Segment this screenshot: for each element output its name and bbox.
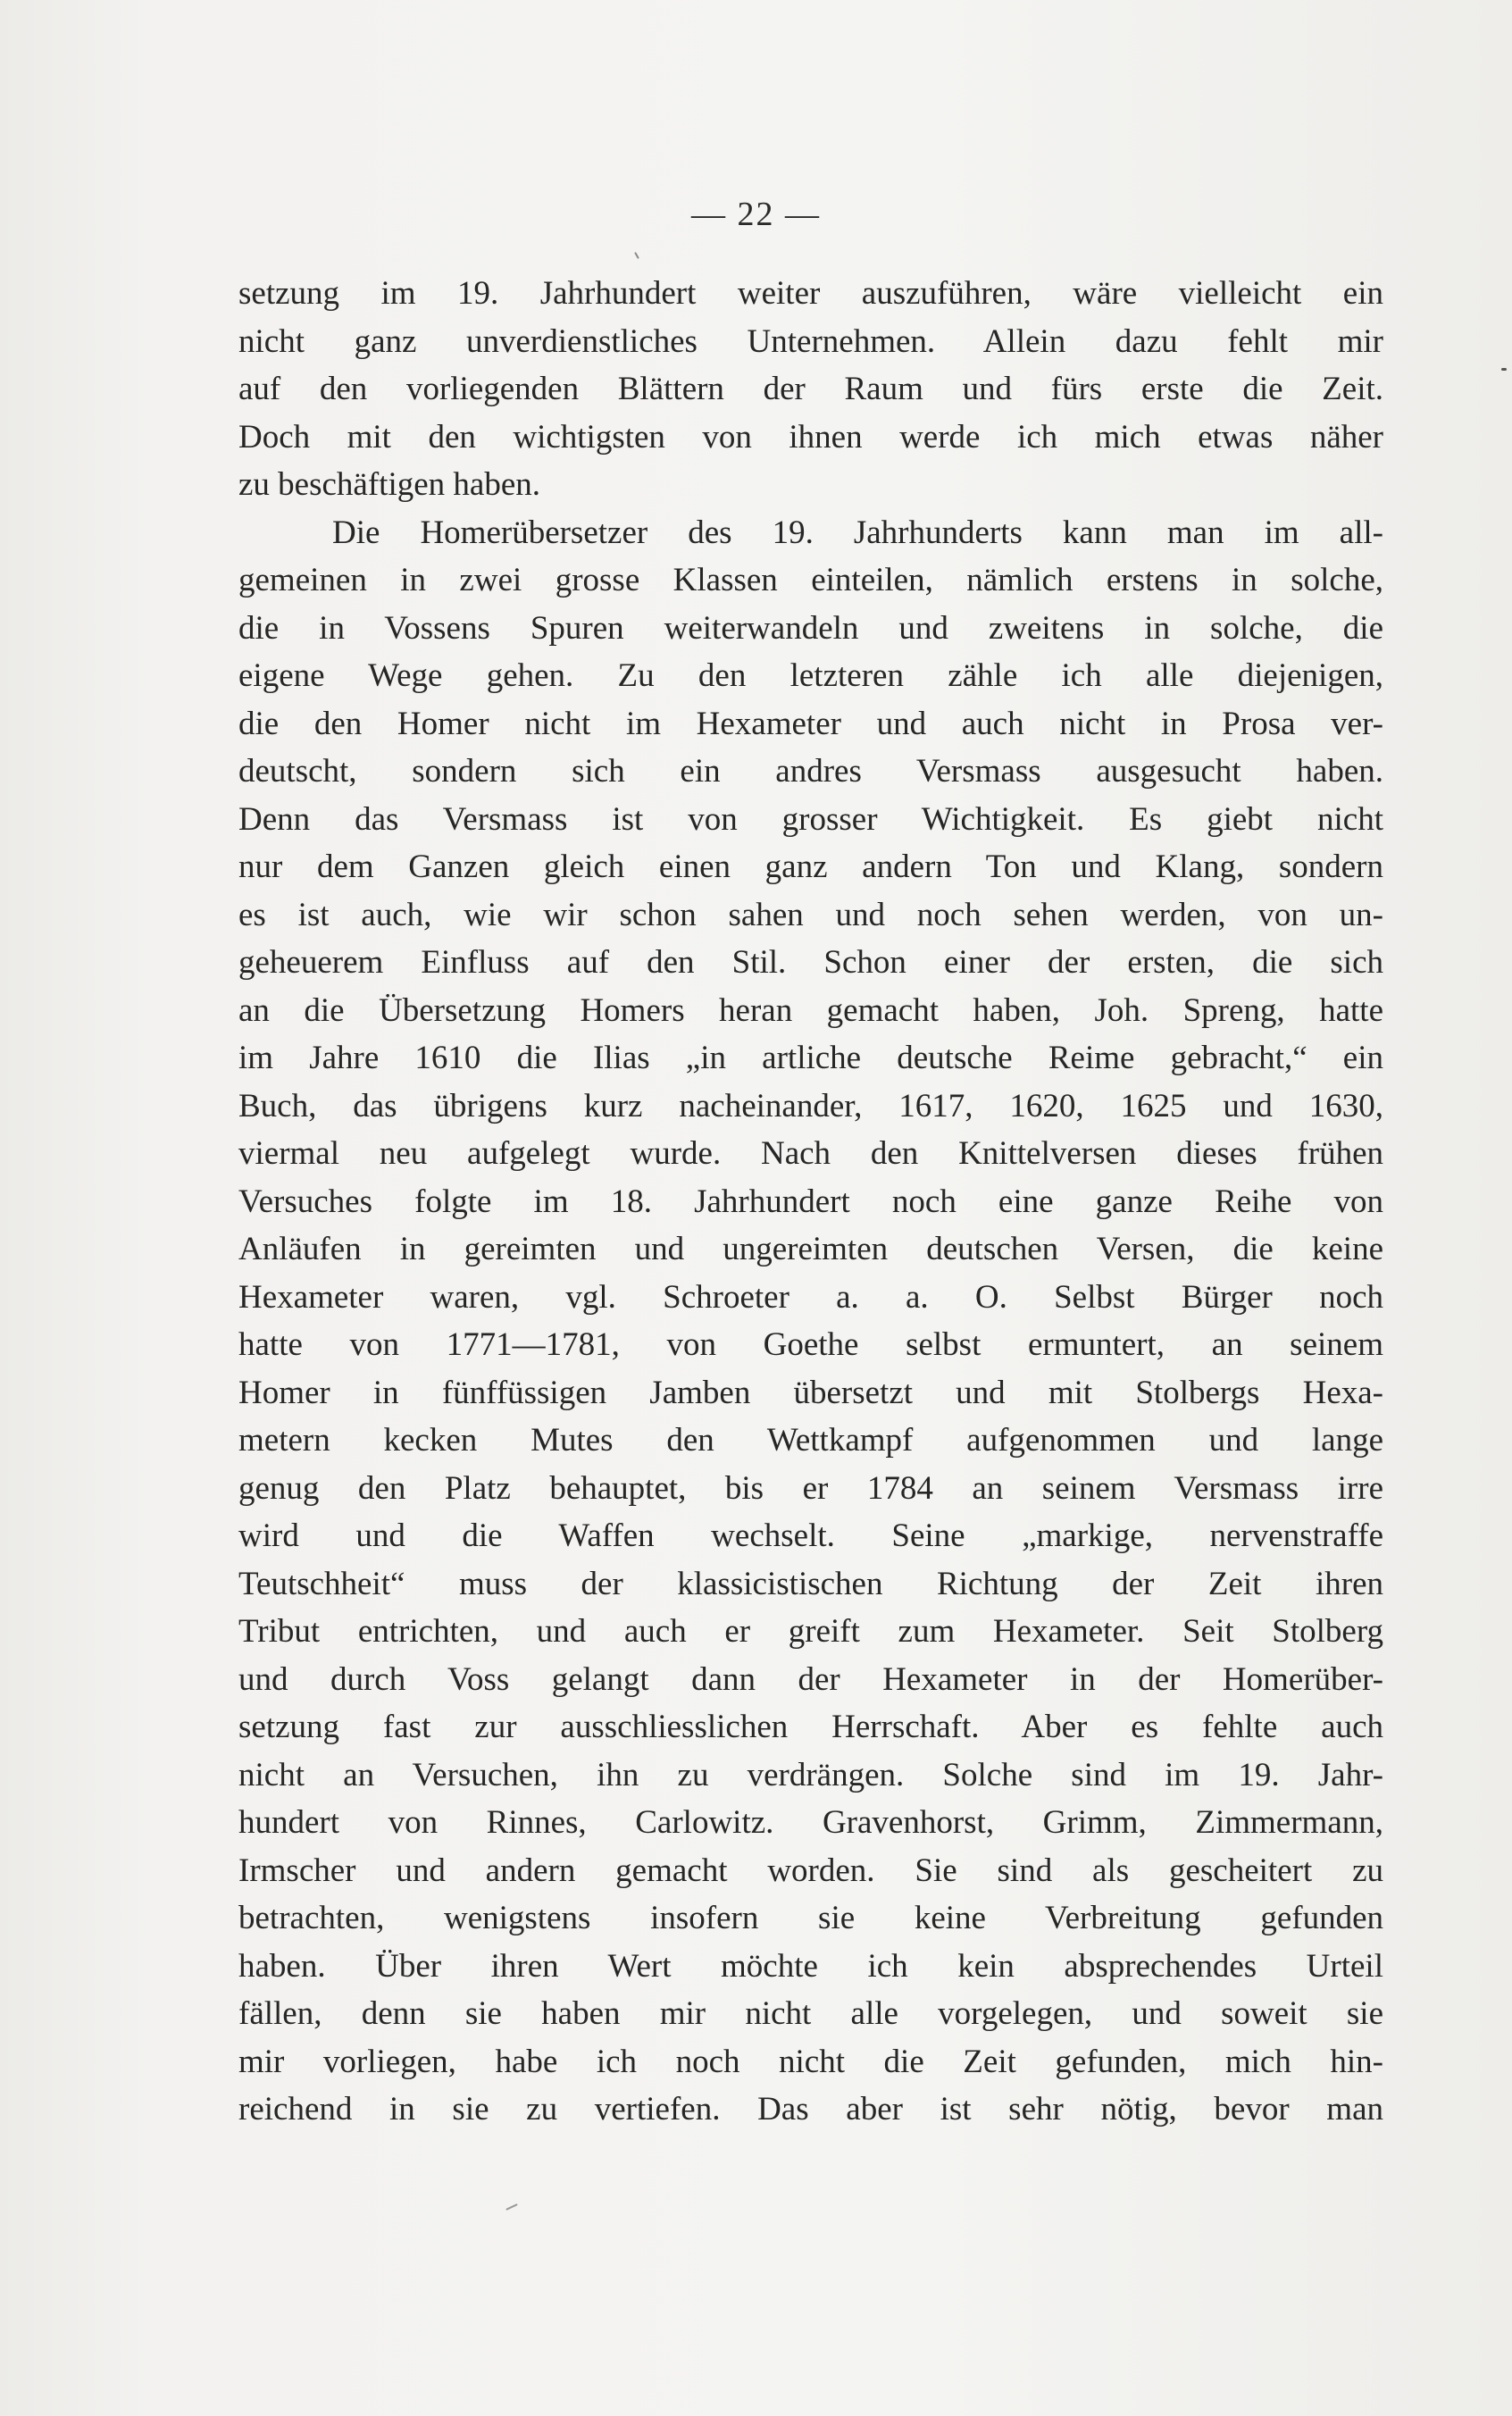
text-line: auf den vorliegenden Blättern der Raum und fürs erste die Zeit. bbox=[238, 371, 1383, 407]
print-speck bbox=[634, 252, 639, 259]
text-line: gemeinen in zwei grosse Klassen einteilen, nämlich erstens in solche, bbox=[238, 562, 1383, 598]
text-line: und durch Voss gelangt dann der Hexameter in der Homerüber- bbox=[238, 1660, 1383, 1698]
text-line: im Jahre 1610 die Ilias „in artliche deutsche Reime gebracht,“ ein bbox=[238, 1040, 1383, 1076]
text-line: nicht ganz unverdienstliches Unternehmen. Allein dazu fehlt mir bbox=[238, 322, 1383, 360]
text-line: die in Vossens Spuren weiterwandeln und zweitens in solche, die bbox=[238, 609, 1383, 647]
text-line: Die Homerübersetzer des 19. Jahrhunderts kann man im all- bbox=[332, 514, 1383, 551]
text-line: genug den Platz behauptet, bis er 1784 an seinem Versmass irre bbox=[238, 1469, 1383, 1507]
text-line: setzung fast zur ausschliesslichen Herrschaft. Aber es fehlte auch bbox=[238, 1709, 1383, 1745]
text-line: die den Homer nicht im Hexameter und auch nicht in Prosa ver- bbox=[238, 705, 1383, 742]
text-line: reichend in sie zu vertiefen. Das aber ist sehr nötig, bevor man bbox=[238, 2091, 1383, 2128]
text-line: Teutschheit“ muss der klassicistischen Richtung der Zeit ihren bbox=[238, 1565, 1383, 1602]
text-line: Homer in fünffüssigen Jamben übersetzt und mit Stolbergs Hexa- bbox=[238, 1374, 1383, 1411]
text-line: haben. Über ihren Wert möchte ich kein absprechendes Urteil bbox=[238, 1947, 1383, 1985]
text-line: Hexameter waren, vgl. Schroeter a. a. O. Selbst Bürger noch bbox=[238, 1278, 1383, 1316]
text-line: mir vorliegen, habe ich noch nicht die Zeit gefunden, mich hin- bbox=[238, 2043, 1383, 2080]
print-speck bbox=[505, 2203, 518, 2211]
text-line: viermal neu aufgelegt wurde. Nach den Knittelversen dieses frühen bbox=[238, 1135, 1383, 1172]
text-line: Buch, das übrigens kurz nacheinander, 1617, 1620, 1625 und 1630, bbox=[238, 1087, 1383, 1124]
text-line: metern kecken Mutes den Wettkampf aufgenommen und lange bbox=[238, 1422, 1383, 1459]
text-line: es ist auch, wie wir schon sahen und noch sehen werden, von un- bbox=[238, 896, 1383, 933]
text-line: zu beschäftigen haben. bbox=[238, 466, 540, 503]
text-line: nicht an Versuchen, ihn zu verdrängen. Solche sind im 19. Jahr- bbox=[238, 1756, 1383, 1793]
text-line: Tribut entrichten, und auch er greift zum Hexameter. Seit Stolberg bbox=[238, 1613, 1383, 1650]
text-line: Anläufen in gereimten und ungereimten deutschen Versen, die keine bbox=[238, 1231, 1383, 1267]
text-line: betrachten, wenigstens insofern sie keine Verbreitung gefunden bbox=[238, 1900, 1383, 1936]
page-number: — 22 — bbox=[691, 196, 821, 233]
text-line: hundert von Rinnes, Carlowitz. Gravenhorst, Grimm, Zimmermann, bbox=[238, 1804, 1383, 1841]
text-line: Irmscher und andern gemacht worden. Sie sind als gescheitert zu bbox=[238, 1852, 1383, 1889]
text-line: Versuches folgte im 18. Jahrhundert noch eine ganze Reihe von bbox=[238, 1183, 1383, 1220]
text-line: nur dem Ganzen gleich einen ganz andern Ton und Klang, sondern bbox=[238, 849, 1383, 885]
text-line: wird und die Waffen wechselt. Seine „markige, nervenstraffe bbox=[238, 1517, 1383, 1554]
text-line: setzung im 19. Jahrhundert weiter auszuführen, wäre vielleicht ein bbox=[238, 275, 1383, 312]
text-line: deutscht, sondern sich ein andres Versmass ausgesucht haben. bbox=[238, 753, 1383, 790]
text-line: hatte von 1771—1781, von Goethe selbst ermuntert, an seinem bbox=[238, 1326, 1383, 1363]
text-line: geheuerem Einfluss auf den Stil. Schon einer der ersten, die sich bbox=[238, 944, 1383, 981]
print-speck bbox=[1501, 368, 1507, 371]
text-line: eigene Wege gehen. Zu den letzteren zähle ich alle diejenigen, bbox=[238, 657, 1383, 694]
text-line: an die Übersetzung Homers heran gemacht haben, Joh. Spreng, hatte bbox=[238, 991, 1383, 1029]
text-line: Doch mit den wichtigsten von ihnen werde ich mich etwas näher bbox=[238, 418, 1383, 456]
text-line: Denn das Versmass ist von grosser Wichtigkeit. Es giebt nicht bbox=[238, 800, 1383, 838]
text-line: fällen, denn sie haben mir nicht alle vorgelegen, und soweit sie bbox=[238, 1995, 1383, 2032]
body-text bbox=[238, 270, 1383, 2134]
